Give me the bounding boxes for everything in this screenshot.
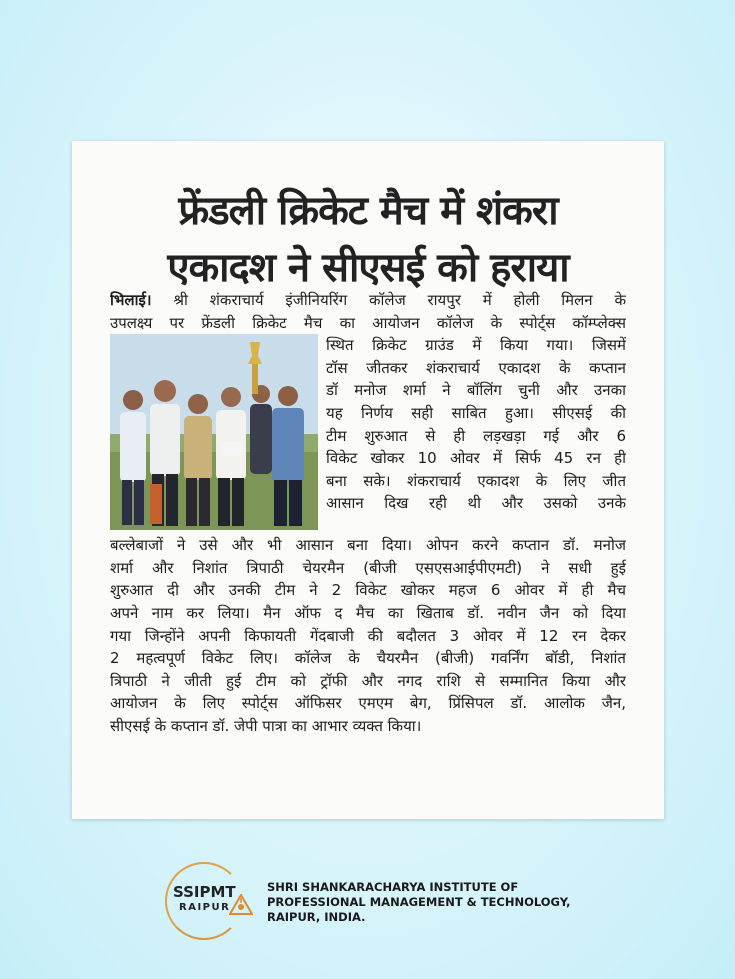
article-line: स्थित क्रिकेट ग्राउंड में किया गया। जिसमें bbox=[326, 336, 626, 355]
article-line: शुरुआत दी और उनकी टीम ने 2 विकेट खोकर महज 6 ओवर में ही मैच bbox=[110, 581, 626, 600]
institute-name-line-3: RAIPUR, INDIA. bbox=[267, 910, 366, 924]
article-line: बना सके। शंकराचार्य एकादश के लिए जीत bbox=[326, 471, 626, 490]
article-line: सीएसई के कप्तान डॉ. जेपी पात्रा का आभार व्यक्त किया। bbox=[110, 716, 422, 735]
article-line: त्रिपाठी ने जीती हुई टीम को ट्रॉफी और नगद राशि से सम्मानित किया और bbox=[110, 671, 626, 690]
article-headline bbox=[72, 183, 664, 297]
logo-city: RAIPUR bbox=[179, 902, 231, 913]
dateline: भिलाई। bbox=[110, 291, 152, 309]
article-line: विकेट खोकर 10 ओवर में सिर्फ 45 रन ही bbox=[326, 449, 626, 468]
article-line: बल्लेबाजों ने उसे और भी आसान बना दिया। ओपन करने कप्तान डॉ. मनोज bbox=[110, 536, 626, 555]
article-line: आयोजन के लिए स्पोर्ट्स ऑफिसर एमएम बेग, प्रिंसिपल डॉ. आलोक जैन, bbox=[110, 694, 626, 713]
article-line: यह निर्णय सही साबित हुआ। सीएसई की bbox=[326, 403, 626, 422]
institute-name-line-2: PROFESSIONAL MANAGEMENT & TECHNOLOGY, bbox=[267, 895, 571, 909]
headline-line-2: एकादश ने सीएसई को हराया bbox=[167, 245, 569, 291]
photo-illustration bbox=[110, 334, 318, 530]
article-line: भिलाई। श्री शंकराचार्य इंजीनियरिंग कॉलेज रायपुर में होली मिलन के bbox=[110, 291, 626, 309]
newspaper-clipping bbox=[72, 141, 664, 819]
headline-line-1: फ्रेंडली क्रिकेट मैच में शंकरा bbox=[178, 188, 558, 234]
institute-name-line-1: SHRI SHANKARACHARYA INSTITUTE OF bbox=[267, 880, 519, 894]
institute-emblem-icon bbox=[229, 894, 253, 916]
team-trophy-photo bbox=[110, 334, 318, 530]
article-line: 2 महत्वपूर्ण विकेट लिए। कॉलेज के चैयरमैन (बीजी) गवर्निंग बॉडी, निशांत bbox=[110, 649, 626, 668]
article-line: डॉ मनोज शर्मा ने बॉलिंग चुनी और उनका bbox=[326, 381, 626, 400]
article-line: टीम शुरुआत से ही लड़खड़ा गई और 6 bbox=[326, 426, 626, 445]
article-line: गया जिन्होंने अपनी किफायती गेंदबाजी की बदौलत 3 ओवर में 12 रन देकर bbox=[110, 626, 626, 645]
article-line: अपने नाम कर लिया। मैन ऑफ द मैच का खिताब डॉ. नवीन जैन को दिया bbox=[110, 603, 626, 622]
article-line: शर्मा और निशांत त्रिपाठी चेयरमैन (बीजी एसएसआईपीएमटी) ने सधी हुई bbox=[110, 558, 626, 577]
institute-name bbox=[267, 880, 587, 925]
institute-footer bbox=[165, 862, 585, 942]
article-line: उपलक्ष्य पर फ्रेंडली क्रिकेट मैच का आयोजन कॉलेज के स्पोर्ट्स कॉम्प्लेक्स bbox=[110, 313, 626, 332]
logo-abbreviation: SSIPMT bbox=[173, 883, 236, 901]
article-line: टॉस जीतकर शंकराचार्य एकादश के कप्तान bbox=[326, 358, 626, 377]
article-line: आसान दिख रही थी और उसको उनके bbox=[326, 494, 626, 513]
article-body bbox=[110, 289, 626, 738]
